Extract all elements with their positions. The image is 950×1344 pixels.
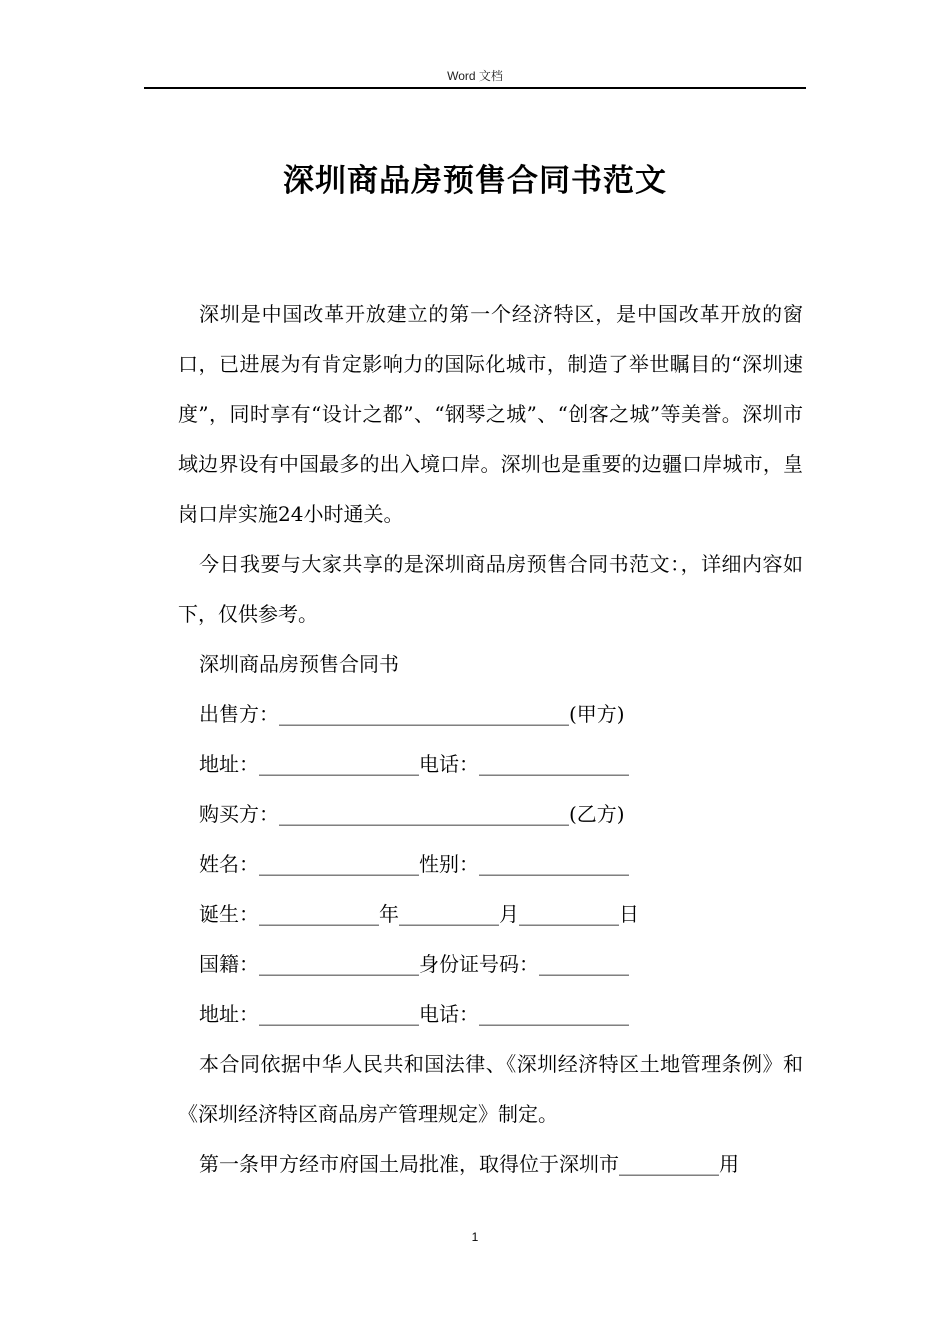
paragraph-legal-basis: 本合同依据中华人民共和国法律、《深圳经济特区土地管理条例》和《深圳经济特区商品房产管理规定》制定。	[178, 1052, 803, 1126]
document-body	[178, 289, 803, 1189]
contract-subtitle: 深圳商品房预售合同书	[199, 652, 399, 676]
buyer-birth-line: 诞生：____________年__________月__________日	[199, 902, 639, 926]
buyer-address-line: 地址：________________电话：_______________	[199, 1002, 629, 1026]
buyer-name-line: 姓名：________________性别：_______________	[199, 852, 629, 876]
page-header: Word 文档	[447, 69, 503, 83]
paragraph-share: 今日我要与大家共享的是深圳商品房预售合同书范文：，详细内容如下，仅供参考。	[178, 552, 803, 626]
header-divider	[144, 87, 806, 89]
document-title: 深圳商品房预售合同书范文	[283, 163, 667, 199]
paragraph-article-1: 第一条甲方经市府国土局批准，取得位于深圳市__________用	[199, 1152, 739, 1176]
buyer-line: 购买方：_____________________________(乙方)	[199, 802, 625, 826]
page-number: 1	[471, 1230, 479, 1244]
paragraph-intro: 深圳是中国改革开放建立的第一个经济特区，是中国改革开放的窗口，已进展为有肯定影响力的国际化城市，制造了举世瞩目的“深圳速度”，同时享有“设计之都”、“钢琴之城”、“创客之城”等美誉。深圳市域边界设有中国最多的出入境口岸。深圳也是重要的边疆口岸城市，皇岗口岸实施24小时通关。	[178, 302, 803, 526]
seller-address-line: 地址：________________电话：_______________	[199, 752, 629, 776]
seller-line: 出售方：_____________________________(甲方)	[199, 702, 625, 726]
buyer-nationality-line: 国籍：________________身份证号码：_________	[199, 952, 629, 976]
